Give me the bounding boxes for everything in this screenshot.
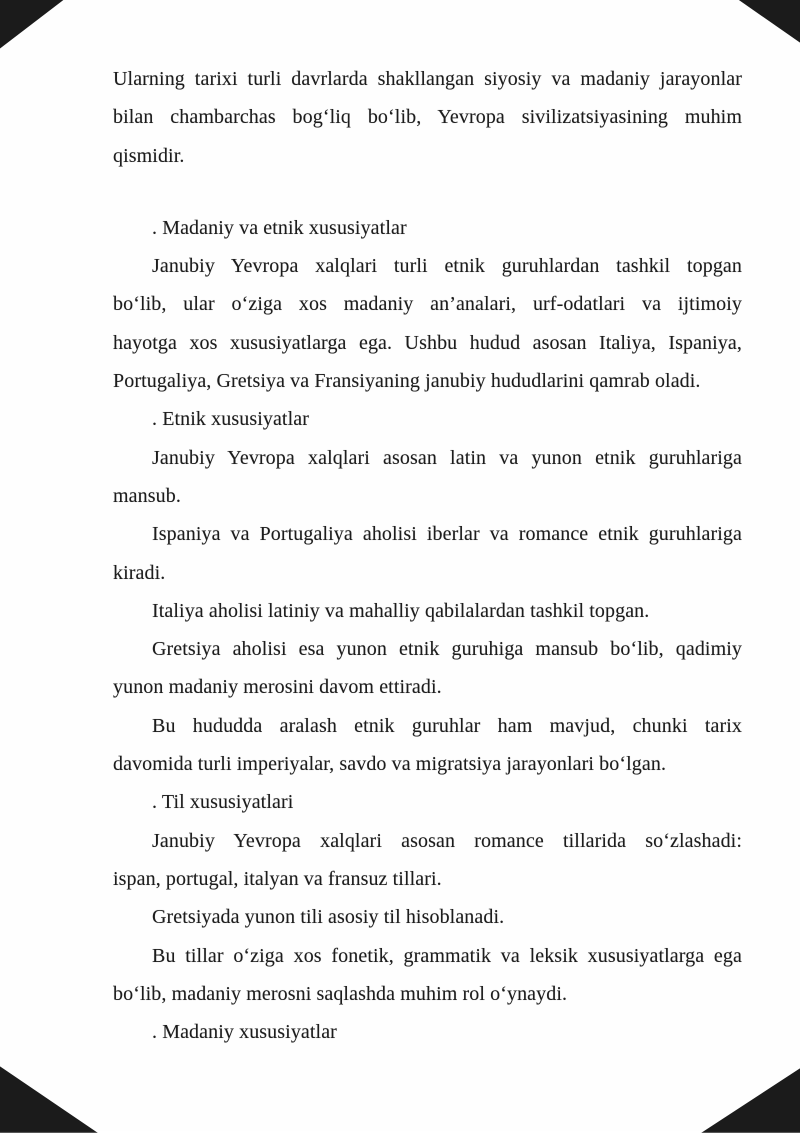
document-text [113,60,742,1051]
paragraph [113,898,742,936]
heading [113,400,742,438]
paragraph [113,515,742,592]
text-line: Janubiy Yevropa xalqlari turli etnik guruhlardan tashkil topgan [152,255,742,278]
text-line: Ispaniya va Portugaliya aholisi iberlar va romance etnik guruhlariga [152,523,742,546]
text-line: yunon madaniy merosini davom ettiradi. [113,676,442,699]
heading [113,209,742,247]
text-line: Ularning tarixi turli davrlarda shakllangan siyosiy va madaniy jarayonlar [113,68,742,90]
text-line: Bu hududda aralash etnik guruhlar ham mavjud, chunki tarix [152,714,742,737]
text-line: . Til xususiyatlari [152,791,294,814]
text-line: . Madaniy va etnik xususiyatlar [152,216,407,239]
text-line: qismidir. [113,144,185,167]
text-line: Janubiy Yevropa xalqlari asosan latin va yunon etnik guruhlariga [152,446,742,469]
text-line: Bu tillar o‘ziga xos fonetik, grammatik va leksik xususiyatlarga ega [152,944,742,967]
page-corner-top-left [0,0,66,50]
text-line: . Etnik xususiyatlar [152,408,309,431]
paragraph [113,822,742,899]
paragraph [113,707,742,784]
paragraph [113,937,742,1014]
paragraph [113,60,742,175]
text-line: Italiya aholisi latiniy va mahalliy qabilalardan tashkil topgan. [152,599,650,622]
text-line: . Madaniy xususiyatlar [152,1021,337,1044]
text-line: ispan, portugal, italyan va fransuz tillari. [113,867,442,890]
text-line: davomida turli imperiyalar, savdo va migratsiya jarayonlari bo‘lgan. [113,753,667,776]
text-line: Janubiy Yevropa xalqlari asosan romance tillarida so‘zlashadi: [152,829,742,852]
heading [113,1013,742,1051]
heading [113,783,742,821]
text-line: kiradi. [113,561,166,584]
text-line: bo‘lib, ular o‘ziga xos madaniy an’analari, urf-odatlari va ijtimoiy [113,293,742,316]
text-line: hayotga xos xususiyatlarga ega. Ushbu hudud asosan Italiya, Ispaniya, [113,331,742,354]
page-corner-bottom-left [0,1065,98,1133]
text-line: bilan chambarchas bog‘liq bo‘lib, Yevropa sivilizatsiyasining muhim [113,106,742,129]
text-line: Portugaliya, Gretsiya va Fransiyaning janubiy hududlarini qamrab oladi. [113,370,701,393]
text-line: Gretsiyada yunon tili asosiy til hisoblanadi. [152,906,505,929]
text-line: bo‘lib, madaniy merosni saqlashda muhim rol o‘ynaydi. [113,982,568,1005]
text-line: Gretsiya aholisi esa yunon etnik guruhiga mansub bo‘lib, qadimiy [152,638,742,661]
paragraph [113,592,742,630]
paragraph [113,247,742,400]
page-corner-top-right [736,0,800,44]
paragraph [113,630,742,707]
text-line: mansub. [113,484,181,507]
paragraph [113,439,742,516]
page-corner-bottom-right [701,1067,800,1133]
